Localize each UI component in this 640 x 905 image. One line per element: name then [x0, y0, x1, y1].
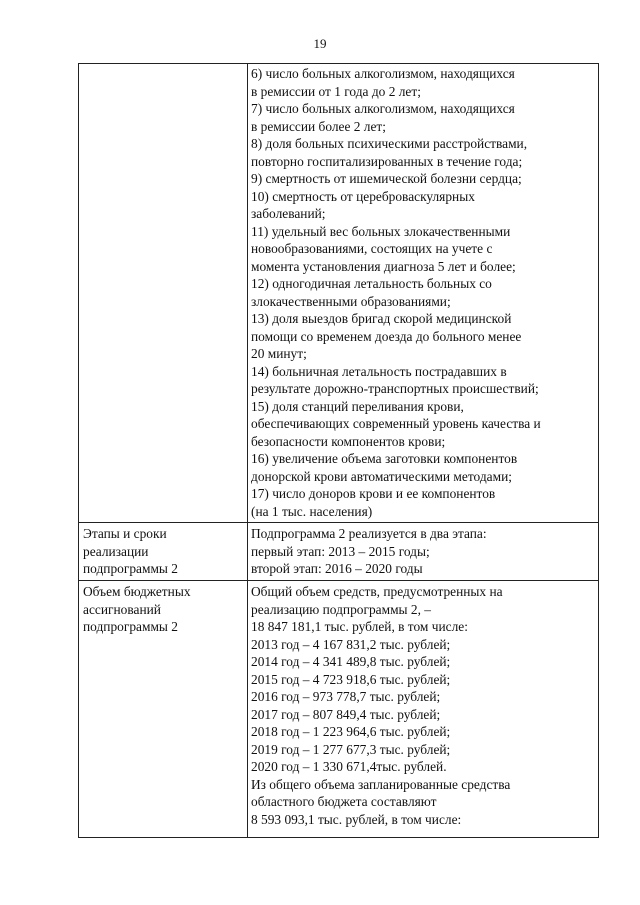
- stages-label-line: подпрограммы 2: [83, 561, 178, 576]
- indicator-line: 20 минут;: [251, 346, 307, 361]
- budget-line: 2019 год – 1 277 677,3 тыс. рублей;: [251, 741, 451, 757]
- budget-line: 8 593 093,1 тыс. рублей, в том числе:: [251, 811, 462, 827]
- budget-label-line: ассигнований: [83, 601, 161, 617]
- budget-line: Общий объем средств, предусмотренных на: [251, 584, 503, 599]
- indicator-line: новообразованиями, состоящих на учете с: [251, 241, 493, 256]
- indicator-line: результате дорожно-транспортных происшествий;: [251, 381, 539, 396]
- stages-text: [248, 523, 598, 580]
- budget-label-line: Объем бюджетных: [83, 584, 191, 599]
- stages-label-line: Этапы и сроки: [83, 526, 167, 541]
- indicator-line: 8) доля больных психическими расстройствами,: [251, 136, 528, 151]
- table-row-indicators: [79, 64, 599, 523]
- indicator-line: (на 1 тыс. населения): [251, 503, 373, 519]
- stages-line: первый этап: 2013 – 2015 годы;: [251, 543, 430, 559]
- stages-label: [79, 523, 247, 580]
- indicator-line: помощи со временем доезда до больного менее: [251, 328, 522, 344]
- budget-line: 2016 год – 973 778,7 тыс. рублей;: [251, 689, 441, 704]
- indicators-value-cell: [248, 64, 599, 523]
- budget-line: 2018 год – 1 223 964,6 тыс. рублей;: [251, 724, 451, 739]
- indicator-line: 15) доля станций переливания крови,: [251, 398, 464, 414]
- indicators-list: [248, 64, 598, 522]
- indicators-label: [79, 64, 247, 68]
- indicator-line: 11) удельный вес больных злокачественными: [251, 223, 511, 239]
- indicator-line: повторно госпитализированных в течение года;: [251, 153, 523, 169]
- indicator-line: донорской крови автоматическими методами;: [251, 468, 512, 484]
- budget-line: 2015 год – 4 723 918,6 тыс. рублей;: [251, 671, 451, 687]
- budget-line: 18 847 181,1 тыс. рублей, в том числе:: [251, 619, 468, 634]
- indicator-line: 14) больничная летальность пострадавших в: [251, 363, 507, 379]
- indicator-line: 16) увеличение объема заготовки компонентов: [251, 451, 518, 466]
- stages-line: Подпрограмма 2 реализуется в два этапа:: [251, 526, 487, 541]
- indicator-line: 10) смертность от цереброваскулярных: [251, 188, 475, 204]
- indicator-line: в ремиссии более 2 лет;: [251, 118, 387, 134]
- budget-line: 2017 год – 807 849,4 тыс. рублей;: [251, 706, 441, 722]
- indicator-line: заболеваний;: [251, 206, 326, 221]
- budget-label-cell: [79, 581, 248, 838]
- indicator-line: 13) доля выездов бригад скорой медицинской: [251, 311, 512, 326]
- budget-line: 2014 год – 4 341 489,8 тыс. рублей;: [251, 654, 451, 669]
- subprogram-passport-table: [78, 63, 599, 838]
- stages-label-line: реализации: [83, 543, 149, 559]
- indicator-line: момента установления диагноза 5 лет и более;: [251, 258, 516, 274]
- table-row-budget: [79, 581, 599, 838]
- indicator-line: безопасности компонентов крови;: [251, 433, 446, 449]
- budget-line: Из общего объема запланированные средства: [251, 776, 511, 792]
- stages-label-cell: [79, 523, 248, 581]
- indicator-line: обеспечивающих современный уровень качества и: [251, 416, 541, 431]
- budget-line: 2020 год – 1 330 671,4тыс. рублей.: [251, 759, 447, 774]
- budget-value-cell: [248, 581, 599, 838]
- budget-label-line: подпрограммы 2: [83, 619, 178, 634]
- indicator-line: 6) число больных алкоголизмом, находящихся: [251, 66, 515, 81]
- budget-line: реализацию подпрограммы 2, –: [251, 601, 431, 617]
- indicator-line: 9) смертность от ишемической болезни сердца;: [251, 171, 522, 186]
- budget-line: областного бюджета составляют: [251, 794, 437, 809]
- page-number: 19: [313, 36, 327, 51]
- indicator-line: 12) одногодичная летальность больных со: [251, 276, 492, 291]
- budget-line: 2013 год – 4 167 831,2 тыс. рублей;: [251, 636, 451, 652]
- indicator-line: 17) число доноров крови и ее компонентов: [251, 486, 496, 501]
- indicators-label-cell: [79, 64, 248, 523]
- indicator-line: 7) число больных алкоголизмом, находящихся: [251, 101, 515, 116]
- budget-label: [79, 581, 247, 638]
- budget-text: [248, 581, 598, 830]
- table-row-stages: [79, 523, 599, 581]
- indicator-line: в ремиссии от 1 года до 2 лет;: [251, 83, 421, 99]
- stages-value-cell: [248, 523, 599, 581]
- indicator-line: злокачественными образованиями;: [251, 293, 451, 309]
- stages-line: второй этап: 2016 – 2020 годы: [251, 561, 423, 576]
